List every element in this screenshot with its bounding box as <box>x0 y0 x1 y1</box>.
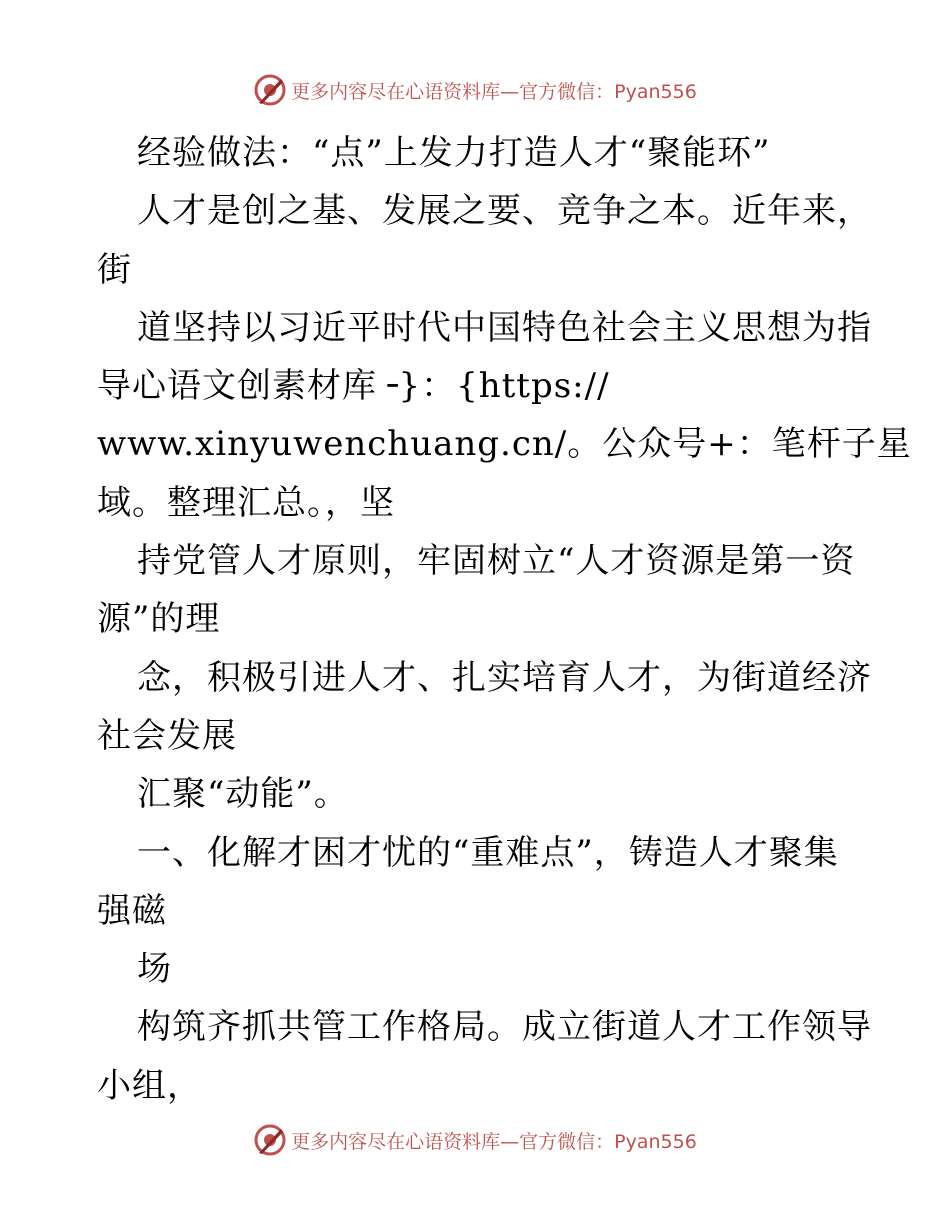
doc-line: www.xinyuwenchuang.cn/。公众号+：笔杆子星 <box>97 424 912 465</box>
footer-watermark <box>0 1120 950 1160</box>
pen-logo-icon <box>253 1123 287 1157</box>
doc-line: 经验做法：“点”上发力打造人才“聚能环” <box>137 133 771 173</box>
doc-line: 汇聚“动能”。 <box>137 774 349 815</box>
doc-line: 街 <box>97 249 132 290</box>
footer-watermark-text: 更多内容尽在心语资料库—官方微信：Pyan556 <box>291 1130 697 1153</box>
doc-line: 社会发展 <box>97 715 237 756</box>
doc-line: 小组， <box>97 1065 202 1106</box>
doc-line: 源”的理 <box>97 599 221 640</box>
doc-line: 持党管人才原则，牢固树立“人才资源是第一资 <box>137 541 856 582</box>
doc-line: 一、化解才困才忧的“重难点”，铸造人才聚集 <box>137 832 839 873</box>
doc-line: 人才是创之基、发展之要、竞争之本。近年来， <box>137 191 872 232</box>
header-watermark-text: 更多内容尽在心语资料库—官方微信：Pyan556 <box>291 80 697 103</box>
header-watermark <box>0 70 950 110</box>
doc-line: 域。整理汇总。，坚 <box>97 482 395 523</box>
doc-line: 构筑齐抓共管工作格局。成立街道人才工作领导 <box>137 1007 872 1048</box>
doc-line: 念，积极引进人才、扎实培育人才，为街道经济 <box>137 657 872 698</box>
doc-line: 强磁 <box>97 890 167 931</box>
doc-line: 场 <box>137 949 172 990</box>
doc-line: 导心语文创素材库╶}：{https:// <box>97 366 610 407</box>
pen-logo-icon <box>253 73 287 107</box>
document-body <box>97 124 912 1115</box>
doc-line: 道坚持以习近平时代中国特色社会主义思想为指 <box>137 307 872 348</box>
